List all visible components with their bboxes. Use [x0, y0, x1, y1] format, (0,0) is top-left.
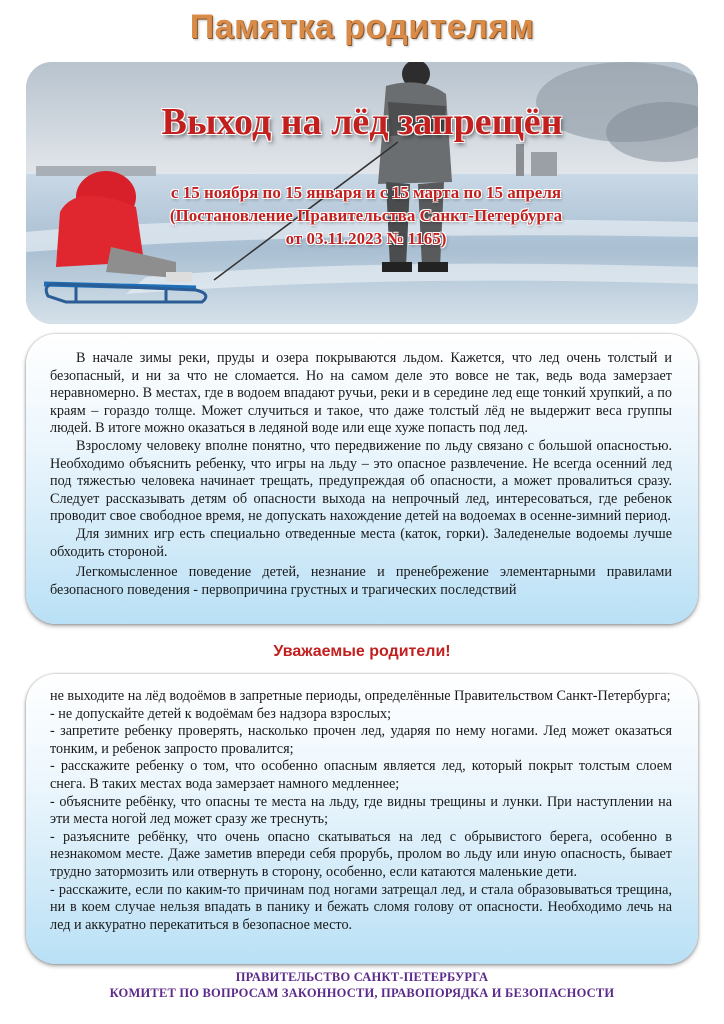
advice-title: Уважаемые родители!: [273, 643, 451, 660]
page-title: Памятка родителям: [189, 8, 535, 46]
hero-decree-date-line: от 03.11.2023 № 1165): [285, 229, 447, 248]
advice-item: не выходите на лёд водоёмов в запретные периоды, определённые Правительством Санкт-Петербурга;: [50, 688, 671, 704]
advice-item: - разъясните ребёнку, что очень опасно скатываться на лед с обрывистого берега, особенно в незнакомом месте. Даже заметив впереди себя прорубь, пролом во льду или иную опасность, бывает трудно затормозить или отвернуть в сторону, особенно, если катаются маленькие дети.: [50, 828, 672, 880]
intro-paragraph: Взрослому человеку вполне понятно, что передвижение по льду связано с большой опасностью. Необходимо объяснить ребенку, что игры на льду – это опасное развлечение. Не всегда осенний лед под тяжестью человека начинает трещать, предупреждая об опасности, а может провалиться сразу. Следует рассказывать детям об опасности выхода на непрочный лед, интересоваться, где ребенок проводит свое свободное время, не допускать нахождение детей на водоемах в осенне-зимний период.: [50, 437, 672, 525]
footer-government: ПРАВИТЕЛЬСТВО САНКТ-ПЕТЕРБУРГА: [235, 970, 489, 984]
hero-period-line: с 15 ноября по 15 января и с 15 марта по 15 апреля: [170, 183, 562, 202]
advice-box: [26, 674, 698, 964]
intro-paragraph: В начале зимы реки, пруды и озера покрываются льдом. Кажется, что лед очень толстый и безопасный, и ни за что не сломается. Но на самом деле это вовсе не так, ведь вода замерзает неравномерно. В местах, где в водоем впадают ручьи, реки и в середине лед еще тонкий хрупкий, а по краям – гораздо толще. Может случиться и такое, что даже толстый лёд не выдержит веса группы людей. В итоге можно оказаться в ледяной воде или еще хуже попасть под лед.: [50, 350, 672, 437]
intro-box: [26, 334, 698, 624]
advice-item: - запретите ребенку проверять, насколько прочен лед, ударяя по нему ногами. Лед может оказаться тонким, и ребенок запросто провалится;: [50, 723, 672, 757]
intro-paragraph: Для зимних игр есть специально отведенные места (каток, горки). Заледенелые водоемы лучше обходить стороной.: [50, 525, 672, 560]
hero-title: Выход на лёд запрещён: [161, 101, 563, 143]
advice-item: - расскажите, если по каким-то причинам под ногами затрещал лед, и стала образовываться трещина, ни в коем случае нельзя впадать в панику и бежать сломя голову от опасности. Необходимо лечь на лед и аккуратно перекатиться в безопасное место.: [50, 881, 672, 933]
hero-decree-line: (Постановление Правительства Санкт-Петербурга: [169, 206, 563, 225]
footer-committee: КОМИТЕТ ПО ВОПРОСАМ ЗАКОННОСТИ, ПРАВОПОРЯДКА И БЕЗОПАСНОСТИ: [109, 986, 615, 1000]
advice-item: - объясните ребёнку, что опасны те места на льду, где видны трещины и лунки. При наступлении на эти места ногой лед может сразу же треснуть;: [50, 793, 672, 828]
hero-banner: [26, 62, 698, 324]
advice-item: - расскажите ребенку о том, что особенно опасным является лед, который покрыт толстым слоем снега. В таких местах вода замерзает намного медленнее;: [50, 758, 672, 792]
advice-item: - не допускайте детей к водоёмам без надзора взрослых;: [50, 705, 392, 722]
intro-paragraph: Легкомысленное поведение детей, незнание и пренебрежение элементарными правилами безопасного поведения - первопричина грустных и трагических последствий: [50, 564, 672, 598]
